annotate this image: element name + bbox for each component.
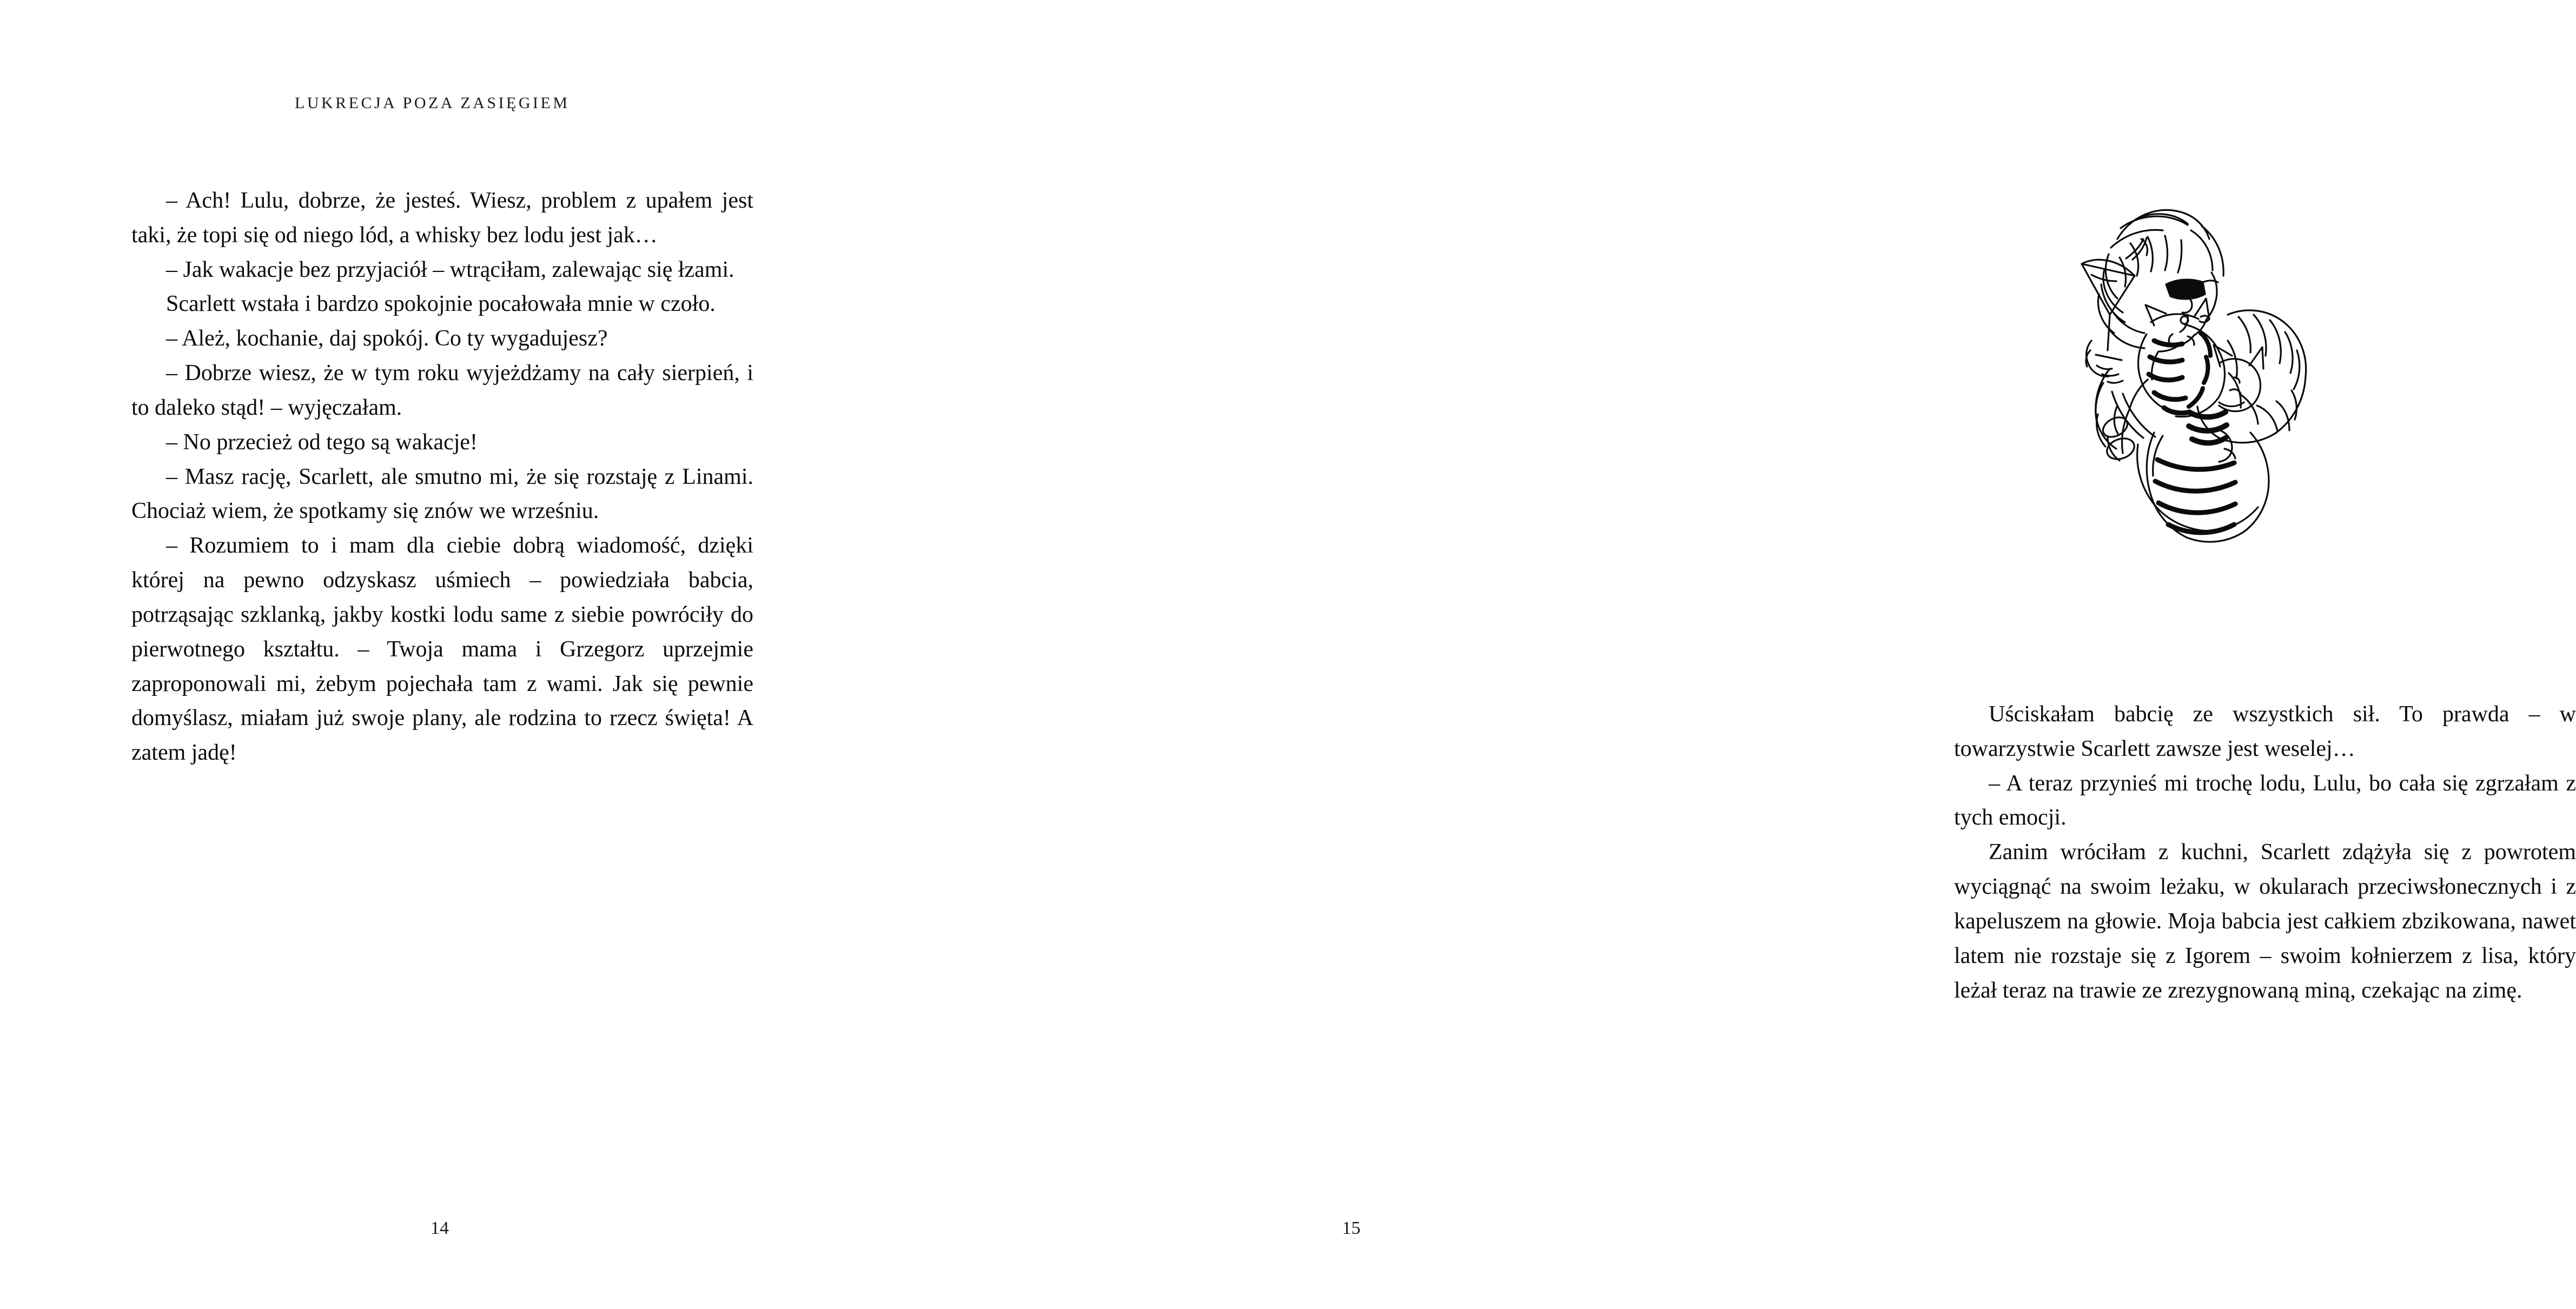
- body-text-left: [131, 184, 753, 770]
- paragraph: – Jak wakacje bez przyjaciół – wtrąciłam, zalewając się łzami.: [166, 257, 734, 282]
- running-head: LUKRECJA POZA ZASIĘGIEM: [295, 94, 570, 112]
- page-left: [0, 0, 894, 1309]
- page-number-value: 15: [1342, 1218, 1361, 1238]
- paragraph: Uściskałam babcię ze wszystkich sił. To prawda – w towarzystwie Scarlett zawsze jest weselej…: [1954, 702, 2576, 761]
- paragraph: – Ach! Lulu, dobrze, że jesteś. Wiesz, problem z upałem jest taki, że topi się od niego lód, a whisky bez lodu jest jak…: [131, 188, 753, 248]
- paragraph: – No przecież od tego są wakacje!: [166, 429, 478, 455]
- body-text-right: [1954, 697, 2576, 1008]
- paragraph: – Ależ, kochanie, daj spokój. Co ty wygadujesz?: [166, 326, 608, 351]
- page-right: [894, 0, 2576, 1309]
- paragraph: – Masz rację, Scarlett, ale smutno mi, że się rozstaję z Linami. Chociaż wiem, że spotkamy się znów we wrześniu.: [131, 464, 753, 524]
- page-number-value: 14: [431, 1218, 449, 1238]
- page-number-left: [0, 1218, 894, 1239]
- paragraph: Scarlett wstała i bardzo spokojnie pocałowała mnie w czoło.: [166, 291, 716, 317]
- paragraph: – Dobrze wiesz, że w tym roku wyjeżdżamy na cały sierpień, i to daleko stąd! – wyjęczałam.: [131, 361, 753, 420]
- paragraph: – Rozumiem to i mam dla ciebie dobrą wiadomość, dzięki której na pewno odzyskasz uśmiech – powiedziała babcia, potrząsając szklanką, jakby kostki lodu same z siebie powróciły do pierwotnego kształtu. – Twoja mama i Grzegorz uprzejmie zaproponowali mi, żebym pojechała tam z wami. Jak się pewnie domyślasz, miałam już swoje plany, ale rodzina to rzecz święta! A zatem jadę!: [131, 533, 753, 766]
- page-number-right: [894, 1218, 1788, 1239]
- woman-with-cocktail-cat-and-fox-stole-illustration: [1976, 178, 2408, 606]
- paragraph: – A teraz przynieś mi trochę lodu, Lulu, bo cała się zgrzałam z tych emocji.: [1954, 770, 2576, 830]
- paragraph: Zanim wróciłam z kuchni, Scarlett zdążyła się z powrotem wyciągnąć na swoim leżaku, w okularach przeciwsłonecznych i z kapeluszem na głowie. Moja babcia jest całkiem zbzikowana, nawet latem nie rozstaje się z Igorem – swoim kołnierzem z lisa, który leżał teraz na trawie ze zrezygnowaną miną, czekając na zimę.: [1954, 840, 2576, 1003]
